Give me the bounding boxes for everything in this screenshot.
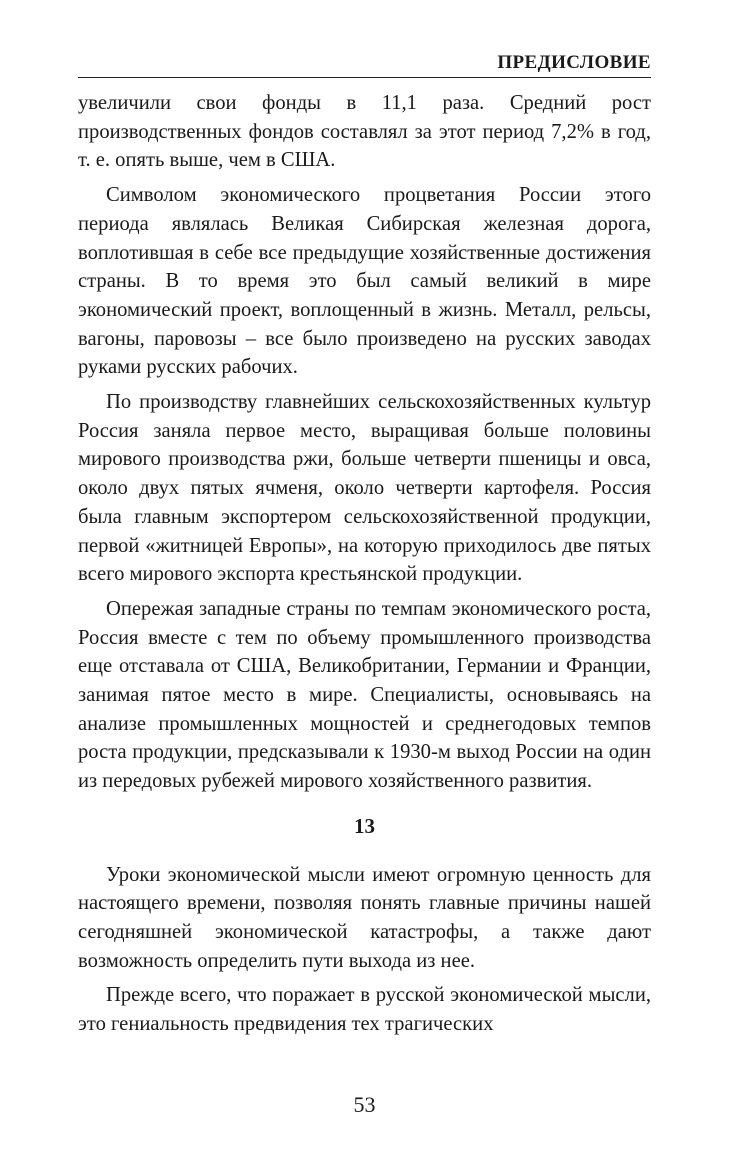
paragraph-continued: увеличили свои фонды в 11,1 раза. Средний рост производственных фондов составлял за этот период 7,2% в год, т. е. опять выше, чем в США. [78, 92, 651, 172]
paragraph: По производству главнейших сельскохозяйственных культур Россия заняла первое место, выращивая больше половины мирового производства ржи, больше четверти пшеницы и овса, около двух пятых ячменя, около четверти картофеля. Россия была главным экспортером сельскохозяйственной продукции, первой «житницей Европы», на которую приходилось две пятых всего мирового экспорта крестьянской продукции. [78, 391, 651, 586]
paragraph: Опережая западные страны по темпам экономического роста, Россия вместе с тем по объему промышленного производства еще отставала от США, Великобритании, Германии и Франции, занимая пятое место в мире. Специалисты, основываясь на анализе промышленных мощностей и среднегодовых темпов роста продукции, предсказывали к 1930-м выход России на один из передовых рубежей мирового хозяйственного развития. [78, 597, 651, 793]
header-rule [78, 77, 651, 78]
running-head: ПРЕДИСЛОВИЕ [497, 52, 651, 73]
body-text [78, 89, 651, 1045]
book-page [78, 0, 651, 1170]
section-number: 13 [354, 813, 375, 838]
paragraph: Символом экономического процветания России этого периода являлась Великая Сибирская железная дорога, воплотившая в себе все предыдущие хозяйственные достижения страны. В то время это был самый великий в мире экономический проект, воплощенный в жизнь. Металл, рельсы, вагоны, паровозы – все было произведено на русских заводах руками русских рабочих. [78, 184, 651, 379]
paragraph: Уроки экономической мысли имеют огромную ценность для настоящего времени, позволяя понять главные причины нашей сегодняшней экономической катастрофы, а также дают возможность определить пути выхода из нее. [78, 863, 651, 972]
paragraph: Прежде всего, что поражает в русской экономической мысли, это гениальность предвидения тех трагических [78, 984, 651, 1036]
page-number: 53 [353, 1092, 376, 1117]
